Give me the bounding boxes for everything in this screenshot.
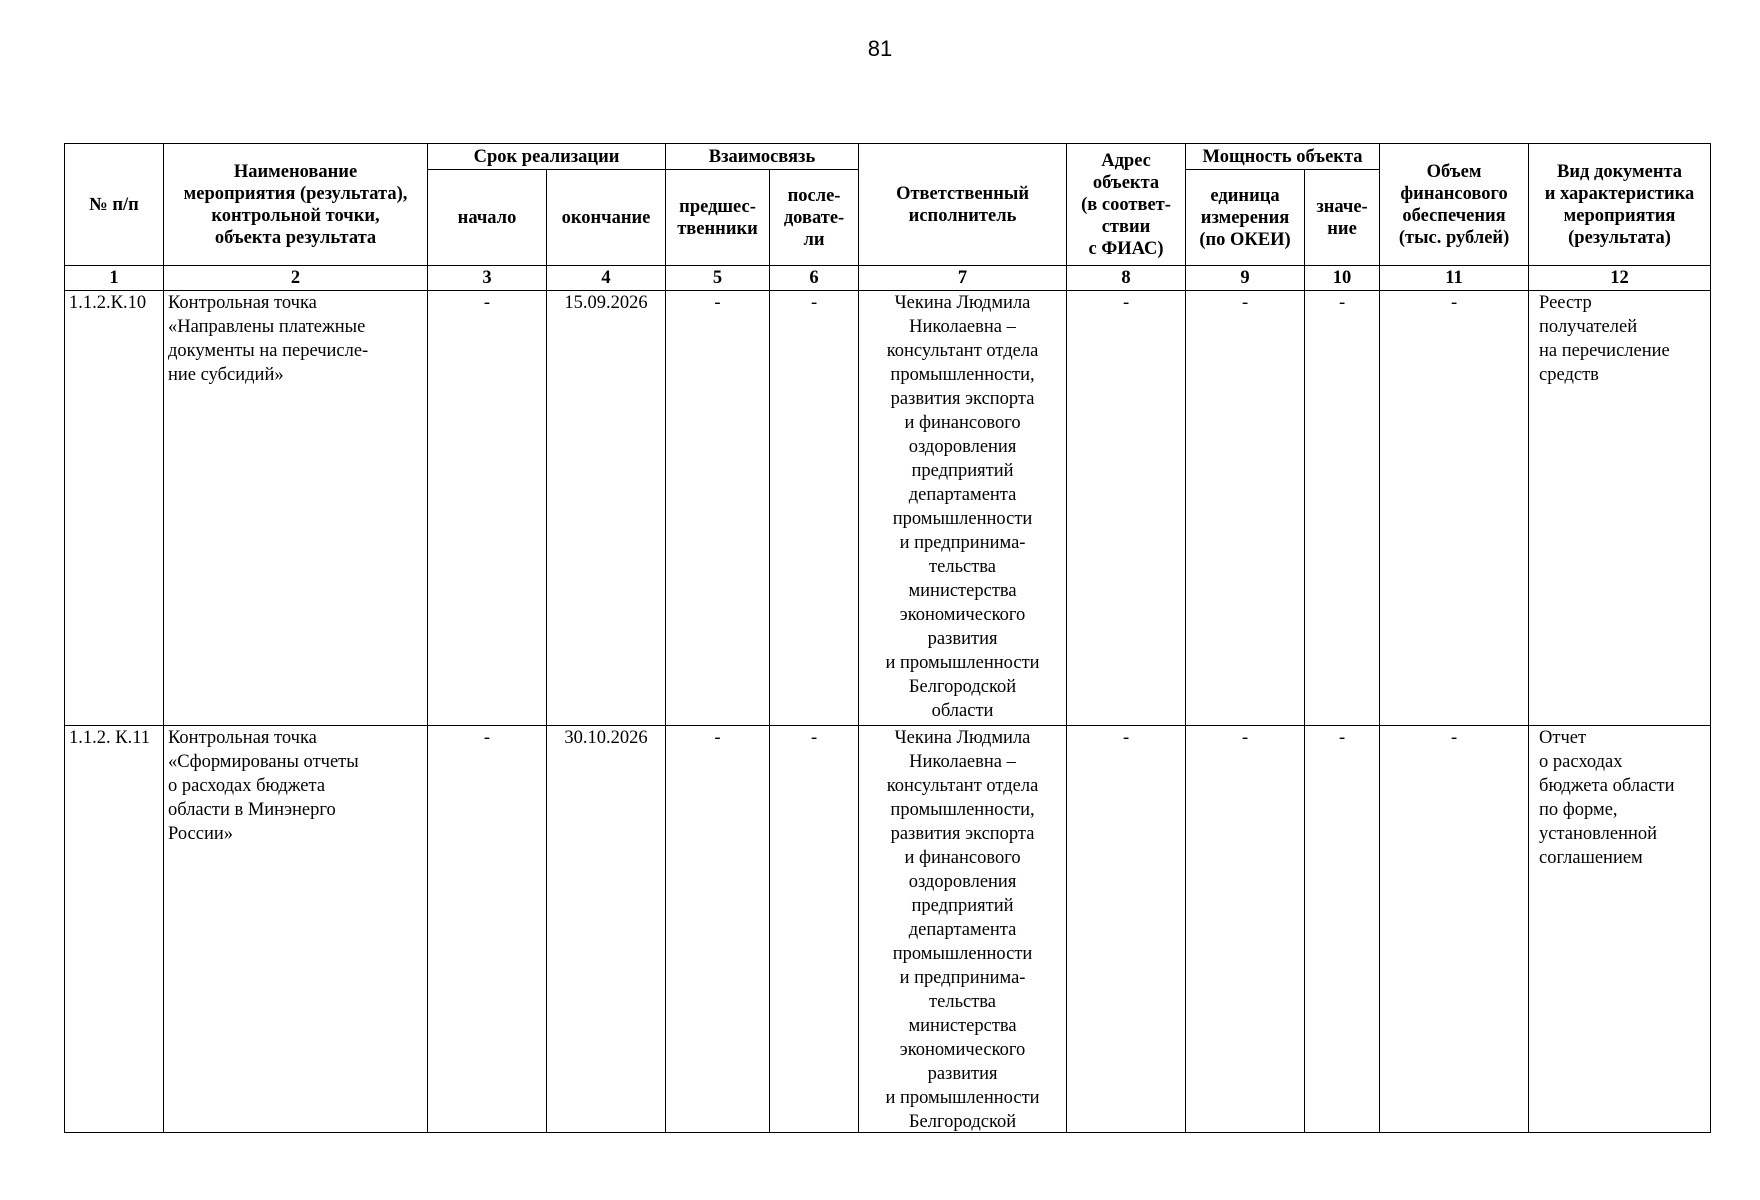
column-number: 11 [1380,266,1529,291]
column-number: 4 [547,266,666,291]
header-no: № п/п [65,144,164,266]
column-number: 7 [859,266,1067,291]
cell-unit: - [1186,726,1305,1133]
cell-end: 15.09.2026 [547,291,666,726]
column-number: 3 [428,266,547,291]
cell-predecessors: - [666,291,770,726]
cell-name: Контрольная точка «Сформированы отчеты о расходах бюджета области в Минэнерго России» [164,726,428,1133]
header-unit: единица измерения (по ОКЕИ) [1186,170,1305,266]
cell-unit: - [1186,291,1305,726]
cell-responsible [859,726,1067,1133]
column-number: 8 [1067,266,1186,291]
column-number: 1 [65,266,164,291]
header-responsible: Ответственный исполнитель [859,144,1067,266]
table-row [65,291,1711,726]
cell-doc-type: Реестр получателей на перечисление средств [1529,291,1711,726]
control-points-table [64,143,1711,1133]
column-number: 6 [770,266,859,291]
cell-no: 1.1.2.К.10 [65,291,164,726]
cell-predecessors: - [666,726,770,1133]
cell-finance: - [1380,291,1529,726]
table-header [65,144,1711,291]
cell-start: - [428,726,547,1133]
cell-start: - [428,291,547,726]
header-successors: после- довате- ли [770,170,859,266]
header-doc-type: Вид документа и характеристика мероприятия (результата) [1529,144,1711,266]
cell-successors: - [770,726,859,1133]
column-number: 2 [164,266,428,291]
cell-address: - [1067,291,1186,726]
header-end: окончание [547,170,666,266]
cell-no: 1.1.2. К.11 [65,726,164,1133]
cell-value: - [1305,291,1380,726]
header-name: Наименование мероприятия (результата), контрольной точки, объекта результата [164,144,428,266]
header-predecessors: предшес- твенники [666,170,770,266]
header-value: значе- ние [1305,170,1380,266]
header-period: Срок реализации [428,144,666,170]
cell-finance: - [1380,726,1529,1133]
cell-value: - [1305,726,1380,1133]
header-finance: Объем финансового обеспечения (тыс. рублей) [1380,144,1529,266]
cell-successors: - [770,291,859,726]
column-numbers-row [65,266,1711,291]
header-address: Адрес объекта (в соответ- ствии с ФИАС) [1067,144,1186,266]
header-relation: Взаимосвязь [666,144,859,170]
column-number: 5 [666,266,770,291]
table-row [65,726,1711,1133]
cell-responsible-text: Чекина Людмила Николаевна – консультант отдела промышленности, развития экспорта и финансового оздоровления предприятий департамента промышленности и предпринима- тельства министерства экономического развития и промышленности Белгородской [885,728,1040,1132]
cell-end: 30.10.2026 [547,726,666,1133]
column-number: 10 [1305,266,1380,291]
column-number: 9 [1186,266,1305,291]
cell-responsible: Чекина Людмила Николаевна – консультант отдела промышленности, развития экспорта и финансового оздоровления предприятий департамента промышленности и предпринима- тельства министерства экономического развития и промышленности Белгородской области [859,291,1067,726]
cell-doc-type: Отчет о расходах бюджета области по форме, установленной соглашением [1529,726,1711,1133]
cell-name: Контрольная точка «Направлены платежные документы на перечисле- ние субсидий» [164,291,428,726]
header-capacity: Мощность объекта [1186,144,1380,170]
header-start: начало [428,170,547,266]
column-number: 12 [1529,266,1711,291]
cell-address: - [1067,726,1186,1133]
page-number: 81 [867,36,893,61]
